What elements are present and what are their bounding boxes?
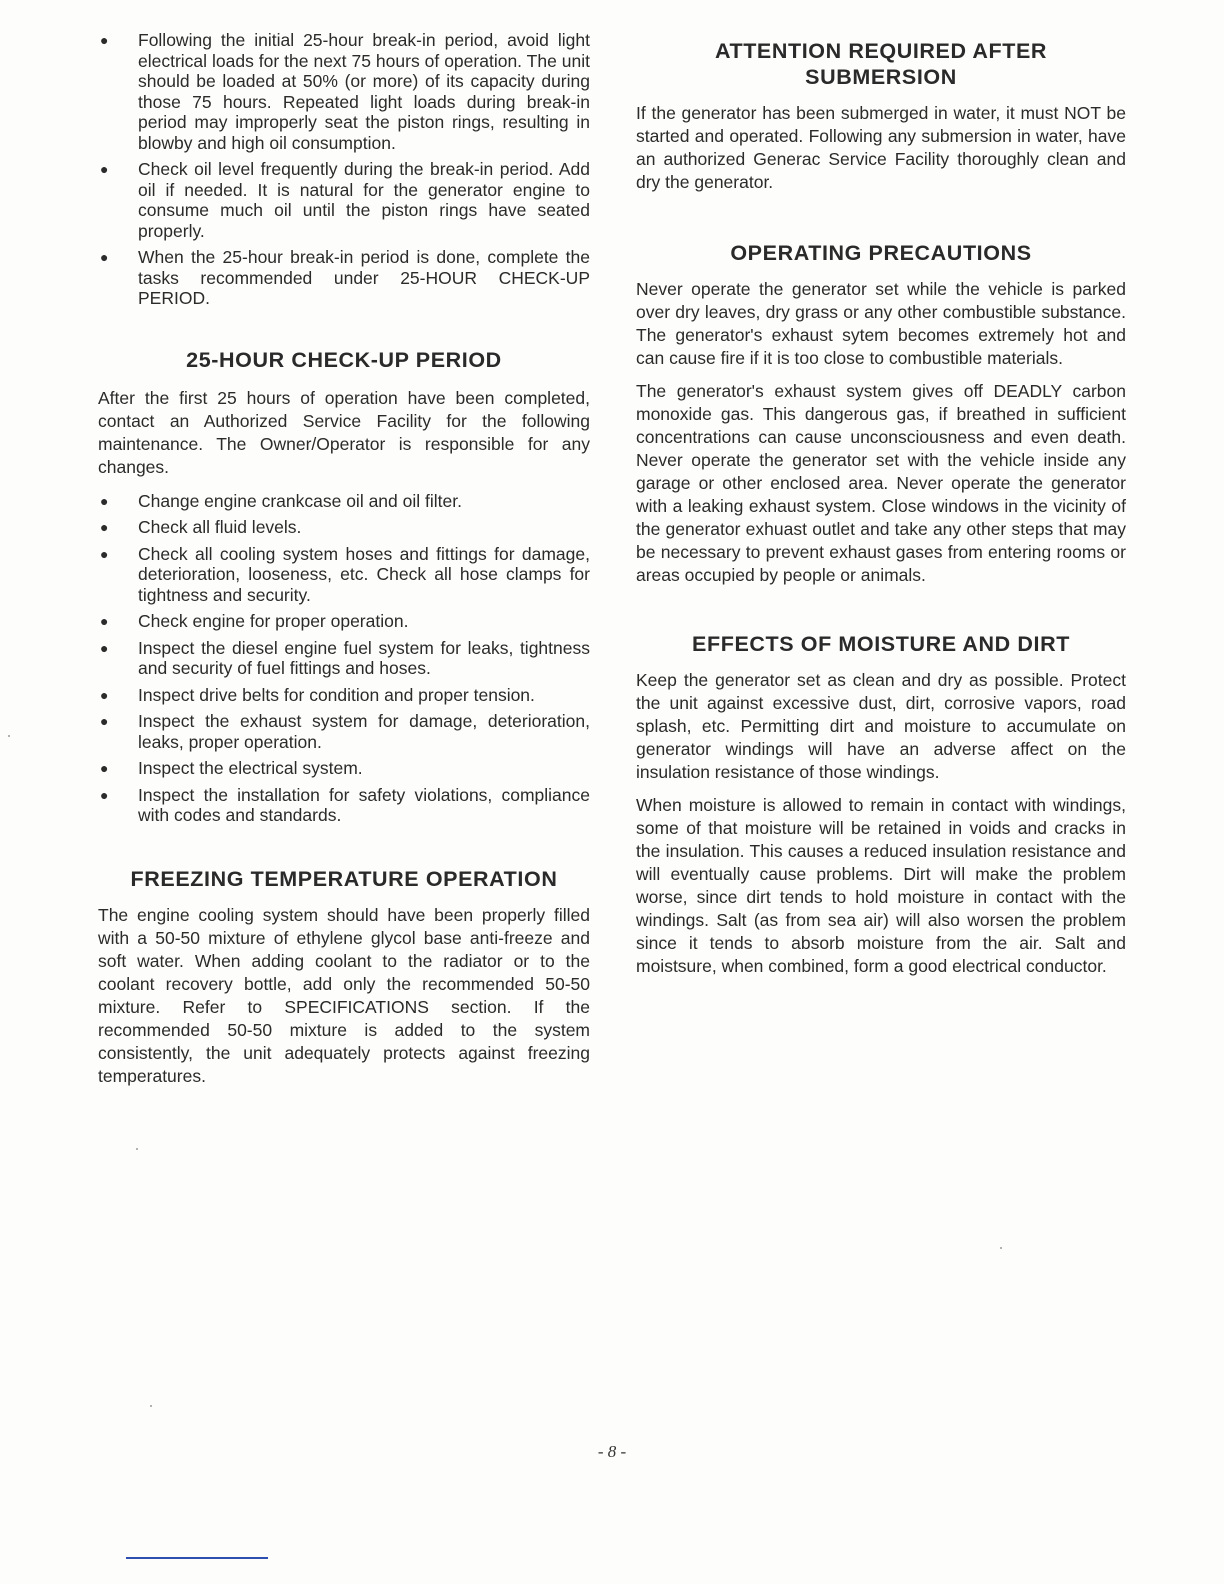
list-item-text: When the 25-hour break-in period is done, complete the tasks recommended under 25-HOUR CHECK-UP PERIOD.	[138, 247, 590, 308]
bullet-icon: ●	[100, 713, 109, 729]
bullet-icon: ●	[100, 545, 109, 562]
submersion-heading	[636, 38, 1126, 90]
bullet-icon: ●	[100, 249, 109, 265]
list-item	[98, 159, 590, 241]
list-item-text: Inspect drive belts for condition and proper tension.	[138, 684, 535, 705]
list-item	[98, 685, 590, 706]
submersion-body: If the generator has been submerged in water, it must NOT be started and operated. Following any submersion in water, have an authorized Generac Service Facility thoroughly clean and dry the generator.	[636, 103, 1126, 192]
list-item-text: Inspect the installation for safety violations, compliance with codes and standards.	[138, 784, 590, 825]
list-item-text: Check all fluid levels.	[138, 517, 302, 537]
checkup-list	[98, 491, 590, 826]
bullet-icon: ●	[100, 161, 109, 177]
list-item	[98, 785, 590, 826]
page-number: - 8 -	[597, 1442, 627, 1461]
scan-speck	[136, 1148, 138, 1150]
list-item	[98, 611, 590, 632]
list-item	[98, 517, 590, 538]
list-item-text: Inspect the exhaust system for damage, deterioration, leaks, proper operation.	[138, 711, 590, 752]
break-in-list	[98, 30, 590, 309]
bullet-icon: ●	[100, 786, 109, 803]
checkup-intro: After the first 25 hours of operation have been completed, contact an Authorized Service Facility for the following maintenance. The Owner/Operator is responsible for any changes.	[98, 387, 590, 477]
list-item	[98, 758, 590, 779]
list-item-text: Check engine for proper operation.	[138, 611, 409, 631]
list-item	[98, 544, 590, 606]
bullet-icon: ●	[100, 760, 109, 776]
freezing-body: The engine cooling system should have been properly filled with a 50-50 mixture of ethylene glycol base anti-freeze and soft water. When adding coolant to the radiator or to the coolant recovery bottle, add only the recommended 50-50 mixture. Refer to SPECIFICATIONS section. If the recommended 50-50 mixture is added to the system consistently, the unit adequately protects against freezing temperatures.	[98, 904, 590, 1086]
bullet-icon: ●	[100, 613, 109, 629]
submersion-heading-line1: ATTENTION REQUIRED AFTER	[714, 39, 1048, 63]
bullet-icon: ●	[100, 639, 109, 656]
list-item	[98, 638, 590, 679]
bullet-icon: ●	[100, 32, 109, 48]
list-item	[98, 491, 590, 512]
bullet-icon: ●	[100, 492, 109, 509]
scan-speck	[8, 735, 10, 737]
bullet-icon: ●	[100, 686, 109, 703]
moisture-para1: Keep the generator set as clean and dry as possible. Protect the unit against excessive dust, dirt, corrosive vapors, road splash, etc. Permitting dirt and moisture to accumulate on generator windings will have an adverse affect on the insulation resistance of those windings.	[636, 670, 1126, 782]
bullet-icon: ●	[100, 519, 109, 535]
scan-artifact-line	[126, 1557, 268, 1559]
left-column	[98, 28, 590, 1098]
list-item-text: Check oil level frequently during the break-in period. Add oil if needed. It is natural for the generator engine to consume much oil until the piston rings have seated properly.	[138, 159, 590, 241]
list-item	[98, 247, 590, 309]
list-item-text: Check all cooling system hoses and fittings for damage, deterioration, looseness, etc. Check all hose clamps for tightness and security.	[138, 543, 590, 605]
list-item-text: Following the initial 25-hour break-in period, avoid light electrical loads for the next 75 hours of operation. The unit should be loaded at 50% (or more) of its capacity during those 75 hours. Repeated light loads during break-in period may improperly seat the piston rings, resulting in blowby and high oil consumption.	[138, 30, 590, 153]
list-item-text: Inspect the diesel engine fuel system for leaks, tightness and security of fuel fittings and hoses.	[138, 637, 590, 678]
scan-speck	[150, 1405, 152, 1407]
moisture-para2: When moisture is allowed to remain in contact with windings, some of that moisture will be retained in voids and cracks in the insulation. This causes a reduced insulation resistance and will eventually cause problems. Dirt will make the problem worse, since dirt tends to hold moisture in contact with the windings. Salt (as from sea air) will also worsen the problem since it tends to absorb moisture from the air. Salt and moistsure, when combined, form a good electrical conductor.	[636, 795, 1126, 976]
list-item-text: Change engine crankcase oil and oil filter.	[138, 490, 462, 511]
submersion-heading-line2: SUBMERSION	[805, 65, 957, 89]
freezing-heading: FREEZING TEMPERATURE OPERATION	[130, 866, 558, 891]
precautions-para2: The generator's exhaust system gives off DEADLY carbon monoxide gas. This dangerous gas, if breathed in sufficient concentrations can cause unconsciousness and even death. Never operate the generator set with the vehicle inside any garage or other enclosed area. Never operate the generator with a leaking exhaust system. Close windows in the vicinity of the generator exhuast outlet and take any other steps that may be necessary to prevent exhaust gases from entering rooms or areas occupied by people or animals.	[636, 381, 1126, 585]
checkup-heading: 25-HOUR CHECK-UP PERIOD	[186, 347, 502, 372]
list-item	[98, 711, 590, 752]
precautions-heading: OPERATING PRECAUTIONS	[730, 241, 1032, 265]
list-item-text: Inspect the electrical system.	[138, 758, 363, 778]
list-item	[98, 30, 590, 153]
moisture-heading: EFFECTS OF MOISTURE AND DIRT	[692, 632, 1070, 656]
right-column	[636, 28, 1126, 988]
scan-speck	[1000, 1247, 1002, 1249]
precautions-para1: Never operate the generator set while the vehicle is parked over dry leaves, dry grass or any other combustible substance. The generator's exhaust sytem becomes extremely hot and can cause fire if it is too close to combustible materials.	[636, 279, 1126, 368]
